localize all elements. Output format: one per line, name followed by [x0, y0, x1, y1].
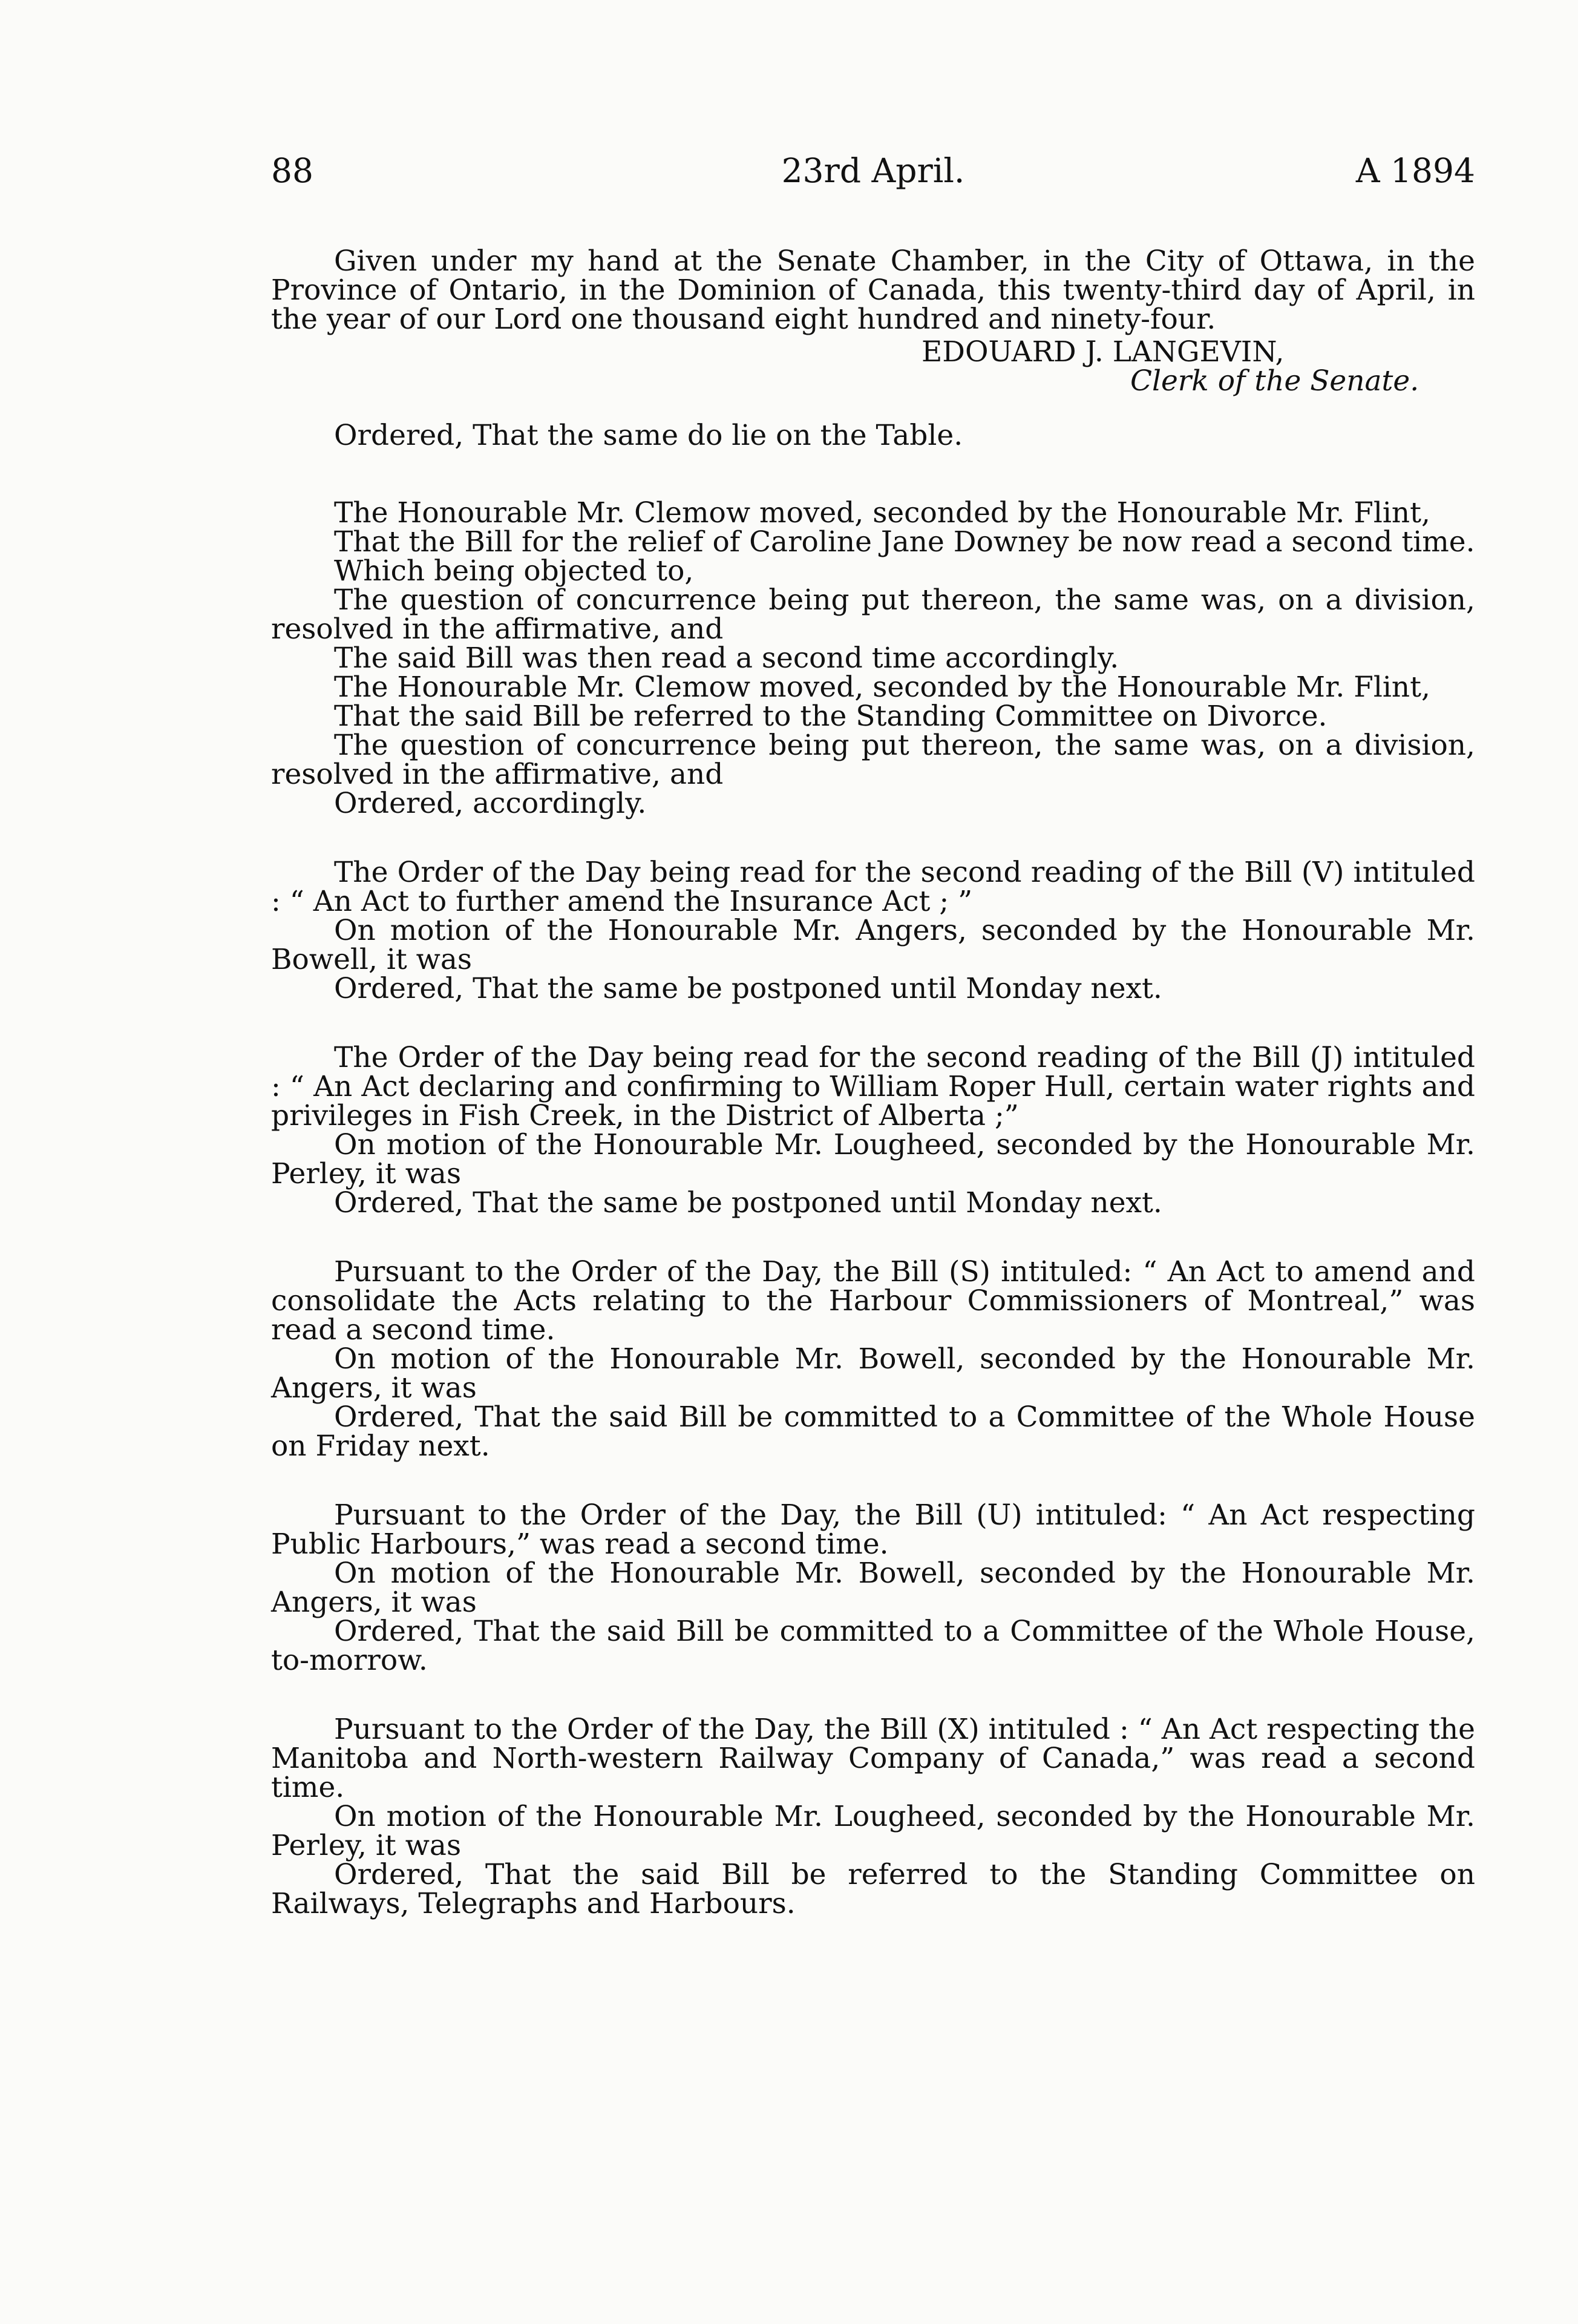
journal-page [271, 151, 1475, 1919]
section-bill-s [271, 1255, 1475, 1463]
section-bill-j [271, 1043, 1475, 1218]
certificate-text: Given under my hand at the Senate Chamber, in the City of Ottawa, in the Province of Ontario, in the Dominion of Canada, this twenty-third day of April, in the year of our Lord one thousand eight hundred and ninety-four. [271, 245, 1475, 336]
paragraph: Which being objected to, [334, 554, 694, 588]
paragraph: Pursuant to the Order of the Day, the Bill (X) intituled : “ An Act respecting the Manitoba and North-western Railway Company of Canada,” was read a second time. [271, 1713, 1475, 1804]
paragraph: Ordered, That the said Bill be committed to a Committee of the Whole House on Friday next. [271, 1400, 1475, 1463]
paragraph: The question of concurrence being put thereon, the same was, on a division, resolved in the affirmative, and [271, 729, 1475, 791]
paragraph: On motion of the Honourable Mr. Bowell, seconded by the Honourable Mr. Angers, it was [271, 1342, 1475, 1405]
paragraph: Ordered, accordingly. [334, 787, 647, 820]
signatory-title: Clerk of the Senate. [1130, 364, 1419, 398]
paragraph: The question of concurrence being put thereon, the same was, on a division, resolved in the affirmative, and [271, 583, 1475, 646]
paragraph: That the said Bill be referred to the Standing Committee on Divorce. [334, 700, 1328, 733]
paragraph: The Honourable Mr. Clemow moved, seconded by the Honourable Mr. Flint, [334, 496, 1431, 530]
page-date: 23rd April. [781, 151, 965, 190]
section-bill-v [271, 858, 1475, 1003]
paragraph: Ordered, That the said Bill be referred to the Standing Committee on Railways, Telegraphs and Harbours. [271, 1858, 1475, 1920]
page-header [271, 151, 1475, 206]
paragraph: On motion of the Honourable Mr. Lougheed, seconded by the Honourable Mr. Perley, it was [271, 1800, 1475, 1862]
paragraph: Ordered, That the same be postponed until Monday next. [334, 972, 1162, 1005]
certificate-block [271, 247, 1475, 450]
paragraph: Ordered, That the same be postponed until Monday next. [334, 1186, 1162, 1219]
signatory-name: EDOUARD J. LANGEVIN, [922, 335, 1285, 369]
paragraph: On motion of the Honourable Mr. Angers, seconded by the Honourable Mr. Bowell, it was [271, 914, 1475, 976]
paragraph: The Order of the Day being read for the second reading of the Bill (J) intituled : “ An Act declaring and confirming to William Roper Hull, certain water rights and privileges in Fish Creek, in the District of Alberta ;” [271, 1041, 1475, 1132]
section-bill-u [271, 1498, 1475, 1677]
paragraph: The said Bill was then read a second time accordingly. [334, 642, 1119, 675]
signature-block [271, 335, 1475, 398]
paragraph: The Honourable Mr. Clemow moved, seconded by the Honourable Mr. Flint, [334, 671, 1431, 704]
paragraph: Ordered, That the said Bill be committed to a Committee of the Whole House, to-morrow. [271, 1615, 1475, 1677]
paragraph: That the Bill for the relief of Caroline Jane Downey be now read a second time. [334, 525, 1475, 559]
paragraph: Pursuant to the Order of the Day, the Bill (S) intituled: “ An Act to amend and consolidate the Acts relating to the Harbour Commissioners of Montreal,” was read a second time. [271, 1255, 1475, 1347]
page-number: 88 [271, 151, 313, 190]
section-divorce-bill [271, 496, 1475, 820]
certificate-order: Ordered, That the same do lie on the Table. [334, 419, 963, 452]
paragraph: Pursuant to the Order of the Day, the Bill (U) intituled: “ An Act respecting Public Harbours,” was read a second time. [271, 1498, 1475, 1561]
section-bill-x [271, 1715, 1475, 1919]
page-year: A 1894 [1355, 151, 1475, 190]
paragraph: The Order of the Day being read for the second reading of the Bill (V) intituled : “ An Act to further amend the Insurance Act ; ” [271, 856, 1475, 918]
paragraph: On motion of the Honourable Mr. Lougheed, seconded by the Honourable Mr. Perley, it was [271, 1128, 1475, 1190]
paragraph: On motion of the Honourable Mr. Bowell, seconded by the Honourable Mr. Angers, it was [271, 1557, 1475, 1619]
